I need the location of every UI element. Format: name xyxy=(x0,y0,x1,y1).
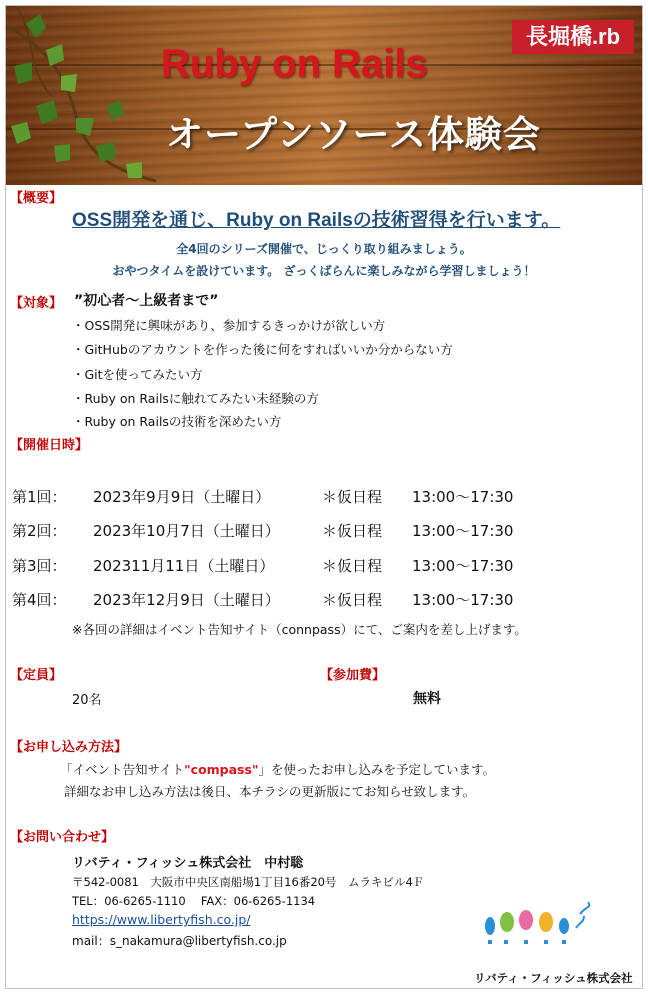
schedule-status: ＊仮日程 xyxy=(322,522,383,540)
schedule-time: 13:00～17:30 xyxy=(412,591,514,609)
schedule-round: 第2回： xyxy=(12,522,67,540)
overview-lead: OSS開発を通じ、Ruby on Railsの技術習得を行います。 xyxy=(72,210,561,231)
apply-line-1-pre: 「イベント告知サイト xyxy=(60,762,185,777)
target-item: ・Ruby on Railsの技術を深めたい方 xyxy=(72,414,282,429)
fee-value: 無料 xyxy=(413,691,441,707)
schedule-date: 202311月11日（土曜日） xyxy=(93,557,275,575)
company-logo-icon xyxy=(484,900,604,950)
schedule-time: 13:00～17:30 xyxy=(412,522,514,540)
target-item: ・Ruby on Railsに触れてみたい未経験の方 xyxy=(72,391,319,406)
schedule-status: ＊仮日程 xyxy=(322,557,383,575)
schedule-round: 第4回： xyxy=(12,591,67,609)
contact-heading: 【お問い合わせ】 xyxy=(10,830,115,845)
target-heading: 【対象】 xyxy=(10,296,63,311)
apply-line-2: 詳細なお申し込み方法は後日、本チラシの更新版にてお知らせ致します。 xyxy=(64,784,476,799)
contact-url-link[interactable]: https://www.libertyfish.co.jp/ xyxy=(72,912,251,927)
logo-text: リバティ・フィッシュ株式会社 xyxy=(474,971,633,985)
schedule-date: 2023年12月9日（土曜日） xyxy=(93,591,280,609)
capacity-value: 20名 xyxy=(72,693,102,708)
contact-mail: mail：s_nakamura@libertyfish.co.jp xyxy=(72,934,287,948)
location-badge: 長堀橋.rb xyxy=(512,20,634,54)
capacity-heading: 【定員】 xyxy=(10,668,63,683)
header-banner xyxy=(6,6,642,185)
apply-heading: 【お申し込み方法】 xyxy=(10,740,128,755)
schedule-heading: 【開催日時】 xyxy=(10,438,89,453)
target-item: ・Gitを使ってみたい方 xyxy=(72,367,203,382)
ivy-vine-icon xyxy=(6,6,176,185)
contact-company: リバティ・フィッシュ株式会社 中村聡 xyxy=(72,856,304,871)
schedule-note: ※各回の詳細はイベント告知サイト（connpass）にて、ご案内を差し上げます。 xyxy=(72,622,527,637)
contact-address: 〒542-0081 大阪市中央区南船場1丁目16番20号 ムラキビル4Ｆ xyxy=(72,875,425,889)
schedule-round: 第1回： xyxy=(12,488,67,506)
schedule-time: 13:00～17:30 xyxy=(412,488,514,506)
apply-site-name: "compass" xyxy=(184,762,259,777)
banner-title-en: Ruby on Rails xyxy=(161,42,428,86)
overview-heading: 【概要】 xyxy=(10,191,63,206)
target-item: ・GitHubのアカウントを作った後に何をすればいいか分からない方 xyxy=(72,342,453,357)
schedule-status: ＊仮日程 xyxy=(322,488,383,506)
schedule-time: 13:00～17:30 xyxy=(412,557,514,575)
schedule-date: 2023年10月7日（土曜日） xyxy=(93,522,280,540)
fee-heading: 【参加費】 xyxy=(320,668,386,683)
apply-line-1 xyxy=(60,760,495,778)
schedule-round: 第3回： xyxy=(12,557,67,575)
target-label: ”初心者～上級者まで” xyxy=(74,293,219,309)
schedule-date: 2023年9月9日（土曜日） xyxy=(93,488,271,506)
overview-sub-1: 全4回のシリーズ開催で、じっくり取り組みましょう。 xyxy=(176,242,472,256)
overview-sub-2: おやつタイムを設けています。 ざっくばらんに楽しみながら学習しましょう！ xyxy=(112,264,536,278)
contact-phone: TEL：06-6265-1110 FAX：06-6265-1134 xyxy=(72,894,316,908)
schedule-status: ＊仮日程 xyxy=(322,591,383,609)
target-item: ・OSS開発に興味があり、参加するきっかけが欲しい方 xyxy=(72,318,386,333)
apply-line-1-post: 」を使ったお申し込みを予定しています。 xyxy=(258,762,495,777)
banner-title-jp: オープンソース体験会 xyxy=(166,113,541,156)
